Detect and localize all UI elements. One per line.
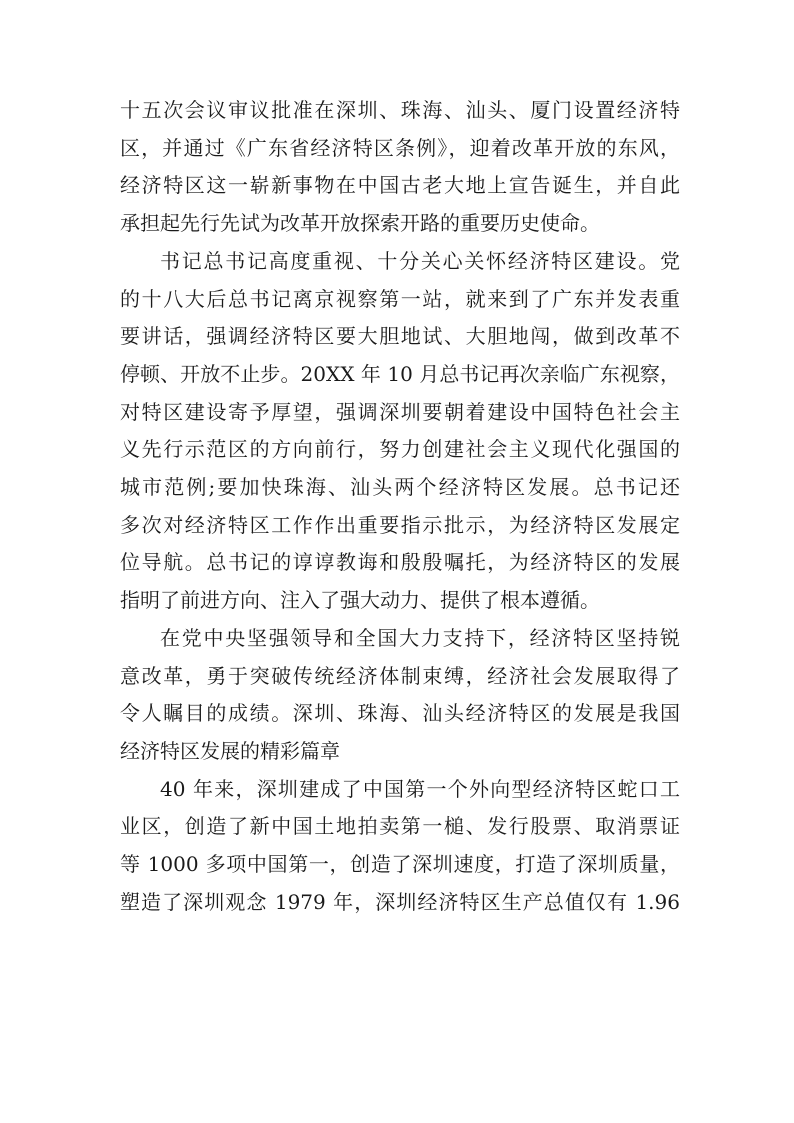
text-line: 意改革，勇于突破传统经济体制束缚，经济社会发展取得了 (120, 663, 680, 688)
text-line: 书记总书记高度重视、十分关心关怀经济特区建设。党 (160, 248, 680, 273)
text-line: 业区，创造了新中国土地拍卖第一槌、发行股票、取消票证 (120, 814, 680, 839)
text-line: 经济特区发展的精彩篇章 (120, 738, 340, 763)
text-line: 多次对经济特区工作作出重要指示批示，为经济特区发展定 (120, 512, 680, 537)
paragraph-1 (120, 92, 680, 243)
text-line: 城市范例;要加快珠海、汕头两个经济特区发展。总书记还 (120, 475, 680, 500)
text-line: 区，并通过《广东省经济特区条例》，迎着改革开放的东风， (120, 135, 680, 160)
text-line: 对特区建设寄予厚望，强调深圳要朝着建设中国特色社会主 (120, 399, 680, 424)
paragraph-2 (120, 243, 680, 620)
text-line: 的十八大后总书记离京视察第一站，就来到了广东并发表重 (120, 286, 680, 311)
text-line: 塑造了深圳观念 1979 年，深圳经济特区生产总值仅有 1.96 (120, 889, 680, 914)
text-line: 十五次会议审议批准在深圳、珠海、汕头、厦门设置经济特 (120, 98, 680, 122)
text-line: 指明了前进方向、注入了强大动力、提供了根本遵循。 (120, 588, 600, 613)
text-line: 在党中央坚强领导和全国大力支持下，经济特区坚持锐 (160, 625, 680, 650)
text-line: 停顿、开放不止步。20XX 年 10 月总书记再次亲临广东视察， (120, 361, 680, 386)
paragraph-4 (120, 771, 680, 922)
text-line: 承担起先行先试为改革开放探索开路的重要历史使命。 (120, 211, 600, 236)
text-line: 40 年来，深圳建成了中国第一个外向型经济特区蛇口工 (160, 776, 680, 801)
document-body (120, 92, 680, 921)
text-line: 义先行示范区的方向前行，努力创建社会主义现代化强国的 (120, 437, 680, 462)
text-line: 等 1000 多项中国第一，创造了深圳速度，打造了深圳质量， (120, 852, 680, 877)
text-line: 位导航。总书记的谆谆教诲和殷殷嘱托，为经济特区的发展 (120, 550, 680, 575)
text-line: 要讲话，强调经济特区要大胆地试、大胆地闯，做到改革不 (120, 324, 680, 349)
text-line: 令人瞩目的成绩。深圳、珠海、汕头经济特区的发展是我国 (120, 701, 680, 726)
text-line: 经济特区这一崭新事物在中国古老大地上宣告诞生，并自此 (120, 173, 680, 198)
paragraph-3 (120, 620, 680, 771)
